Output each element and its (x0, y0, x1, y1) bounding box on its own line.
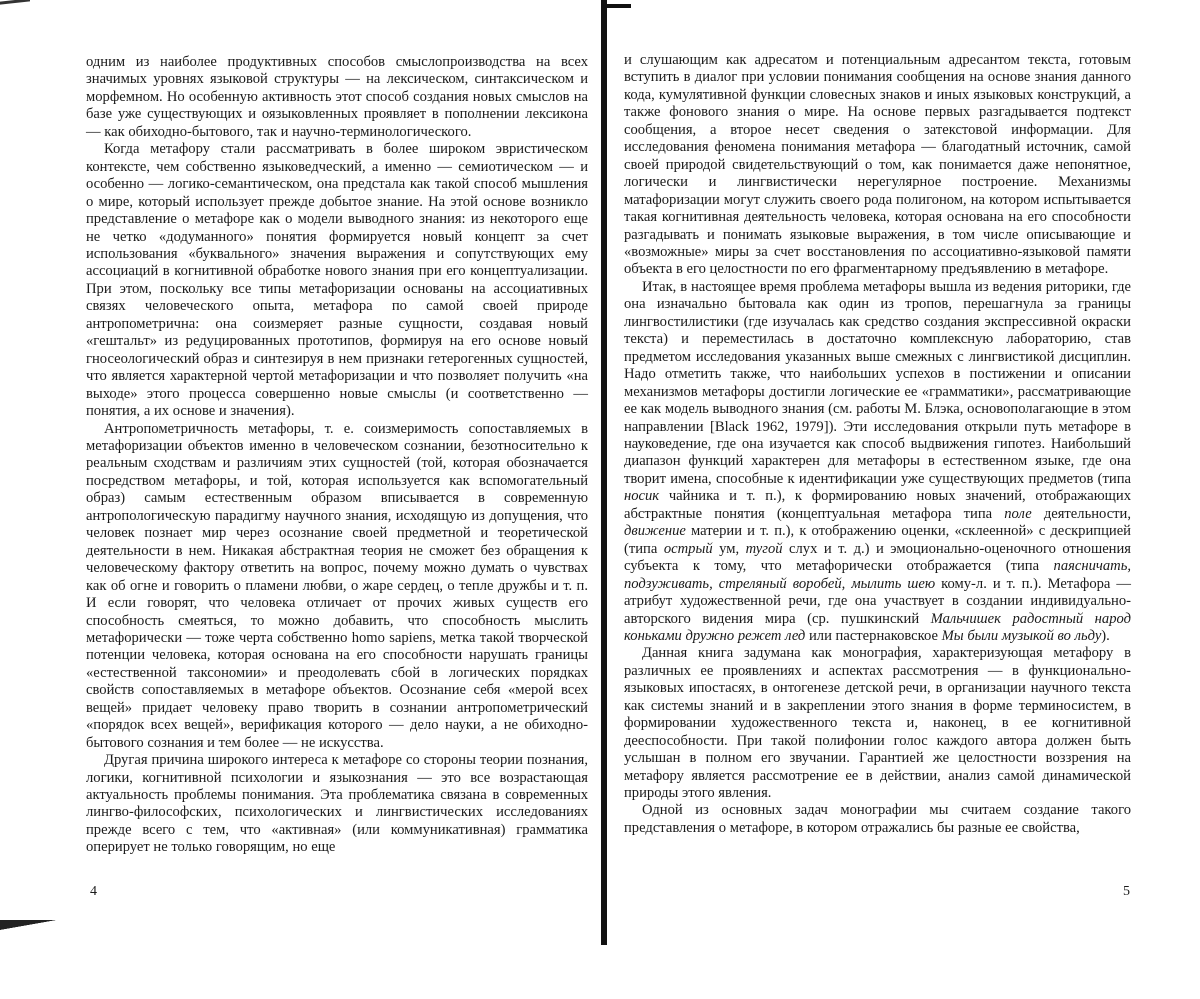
left-paragraph-1: одним из наиболее продуктивных способов смыслопроизводства на всех значимых уровнях языковой структуры — на лексическом, синтаксическом и морфемном. Но особенную активность этот способ создания новых смыслов на базе уже существующих и оязыковленных проявляет в пополнении лексикона — как обиходно-бытового, так и научно-терминологического. (86, 54, 588, 140)
right-paragraph-2-continuation (624, 488, 1131, 644)
text-segment: материи и т. п.), к отображению оценки, «склеенной» с дескрипцией (типа (624, 523, 1131, 557)
left-paragraph-3: Антропометричность метафоры, т. е. соизмеримость сопоставляемых в метафоризации объектов именно в человеческом сознании, безотносительно к реальным сходствам и различиям этих сущностей (той, которая обозначается посредством метафоры, и той, которая используется как вспомогательный образ) самым естественным образом вписывается в современную антропологическую парадигму научного знания, исходящую из допущения, что человек познает мир через осознание своей предметной и теоретической деятельности в нем. Никакая абстрактная теория не сможет без обращения к человеческому фактору ответить на вопрос, почему можно думать о чувствах как об огне и говорить о пламени любви, о жаре сердец, о тепле дружбы и т. п. И если говорят, что человека отличает от прочих живых существ его способность смеяться, то можно добавить, что способность мыслить метафорически — тоже черта собственно homo sapiens, метка такой творческой потенции человека, которая основана на его способности нарушать границы «естественной таксономии» и преодолевать сбой в логических порядках свойств сопоставляемых в метафоре объектов. Осознание себя «мерой всех вещей» придает человеку право творить в сознании антропометрический «порядок всех вещей», верификация которого — дело науки, а не обиходно-бытового сознания и тем более — не искусства. (86, 420, 588, 751)
page-number-right: 5 (1123, 884, 1130, 899)
italic-example: Мальчишек радостный народ коньками дружно режет лед (624, 610, 1131, 644)
text-segment: кому-л. и т. п.). Метафора — атрибут художественной речи, где она участвует в создании индивидуально-авторского видения мира (ср. пушкинский (624, 575, 1131, 627)
text-segment: чайника и т. п.), к формированию новых значений, отображающих абстрактные понятия (концептуальная метафора типа (624, 488, 1131, 522)
right-paragraph-3: Данная книга задумана как монография, характеризующая метафору в различных ее проявлениях и аспектах рассмотрения — в функционально-языковых ипостасях, в онтогенезе детской речи, в организации научного текста как системы знаний и в закреплении этого знания в форме терминосистем, в формировании художественного текста и, наконец, в ее когнитивной дееспособности. При такой полифонии голос каждого автора должен быть услышан в полном его звучании. Гарантией же целостности воззрения на метафору является рассмотрение ее в действии, анализ самой динамической природы этого явления. (624, 645, 1131, 802)
page-number-left: 4 (90, 884, 97, 899)
text-segment: ум, (712, 540, 746, 557)
text-segment: ). (1101, 627, 1110, 644)
text-segment: слух и т. д.) и эмоционально-оценочного отношения субъекта к тому, что метафорически отображается (типа (624, 540, 1132, 575)
right-paragraph-4: Одной из основных задач монографии мы считаем создание такого представления о метафоре, в котором отражались бы разные ее свойства, (624, 802, 1131, 836)
italic-example: тугой (745, 540, 783, 557)
left-page (86, 54, 588, 999)
right-paragraph-1: и слушающим как адресатом и потенциальным адресантом текста, готовым вступить в диалог при условии понимания сообщения на основе знания данного кода, кумулятивной функции словесных знаков и иных языковых конструкций, а также фонового знания о мире. На основе первых разгадывается подтекст сообщения, а второе несет сведения о затекстовой информации. Для исследования феномена понимания метафора — благодатный источник, самой своей природой свидетельствующий о том, как понимается даже непонятное, логически и лингвистически нерегулярное построение. Механизмы матафоризации могут служить своего рода полигоном, на котором испытывается такая когнитивная деятельность человека, которая основана на его способности разгадывать и понимать языковые выражения, в том числе описывающие и «возможные» миры за счет восстановления по ассоциативно-языковой памяти объекта в его целостности по его фрагментарному предъявлению в метафоре. (624, 52, 1131, 278)
text-segment: или пастернаковское (805, 627, 942, 644)
italic-example: поле (1004, 505, 1032, 522)
right-paragraph-2 (624, 279, 1131, 646)
right-paragraph-2-lead: Итак, в настоящее время проблема метафоры вышла из ведения риторики, где она изначально бытовала как один из тропов, перешагнула за границы лингвостилистики (где изучалась как средство создания экспрессивной окраски текста) и переместилась в достаточно комплексную лабораторию, став предметом исследования указанных выше смежных с лингвистикой дисциплин. Надо отметить также, что наибольших успехов в постижении и описании механизмов метафоры достигли логические ее «грамматики», рассматривающие ее как модель выводного знания (см. работы М. Блэка, основополагающие в этом направлении [Black 1962, 1979]). Эти исследования открыли путь метафоре в науковедение, где она изучается как способ выдвижения гипотез. Наибольший диапазон функций характерен для метафоры в естественном языке, где она творит имена, способные к идентификации уже существующих предметов (типа (624, 278, 1131, 487)
left-paragraph-4: Другая причина широкого интереса к метафоре со стороны теории познания, логики, когнитивной психологии и языкознания — это все возрастающая актуальность проблемы понимания. Эта проблематика связана в современных лингво-философских, психологических и лингвистических исследованиях прежде всего с тем, что «активная» (или коммуникативная) грамматика оперирует не только говорящим, но еще (86, 752, 588, 856)
italic-example: Мы были музыкой во льду (941, 627, 1102, 644)
italic-example: носик (624, 488, 660, 505)
text-segment: деятельности, (1031, 505, 1132, 522)
scan-artifact-top (0, 0, 30, 5)
left-paragraph-2: Когда метафору стали рассматривать в более широком эвристическом контексте, чем собственно языковедческий, а именно — семиотическом — и особенно — логико-семантическом, она предстала как такой способ мышления о мире, который использует прежде добытое знание. На этой основе возникло представление о метафоре как о модели выводного знания: из некоторого еще не четко «додуманного» понятия формируется новый концепт за счет использования «буквального» значения выражения и сопутствующих ему ассоциаций в когнитивной обработке нового знания при его концептуализации. При этом, поскольку все типы метафоризации основаны на ассоциативных связях человеческого опыта, метафора по самой своей природе антропометрична: она соизмеряет разные сущности, создавая новый «гештальт» из редуцированных прототипов, формируя на его основе новый гносеологический образ и синтезируя в нем признаки гетерогенных сущностей, что является характерной чертой метафоризации и что позволяет получить «на выходе» этого процесса совершенно новые смыслы (и соответственно — понятия, а их основе и значения). (86, 141, 588, 420)
italic-example: паясничать, подзуживать, стреляный воробей, мылить шею (624, 558, 1131, 592)
right-page (624, 52, 1131, 997)
book-spine-corner (601, 4, 631, 8)
book-spine-shadow (601, 0, 607, 945)
scan-artifact-bottom (0, 920, 60, 934)
italic-example: движение (624, 523, 686, 540)
italic-example: острый (663, 540, 713, 557)
